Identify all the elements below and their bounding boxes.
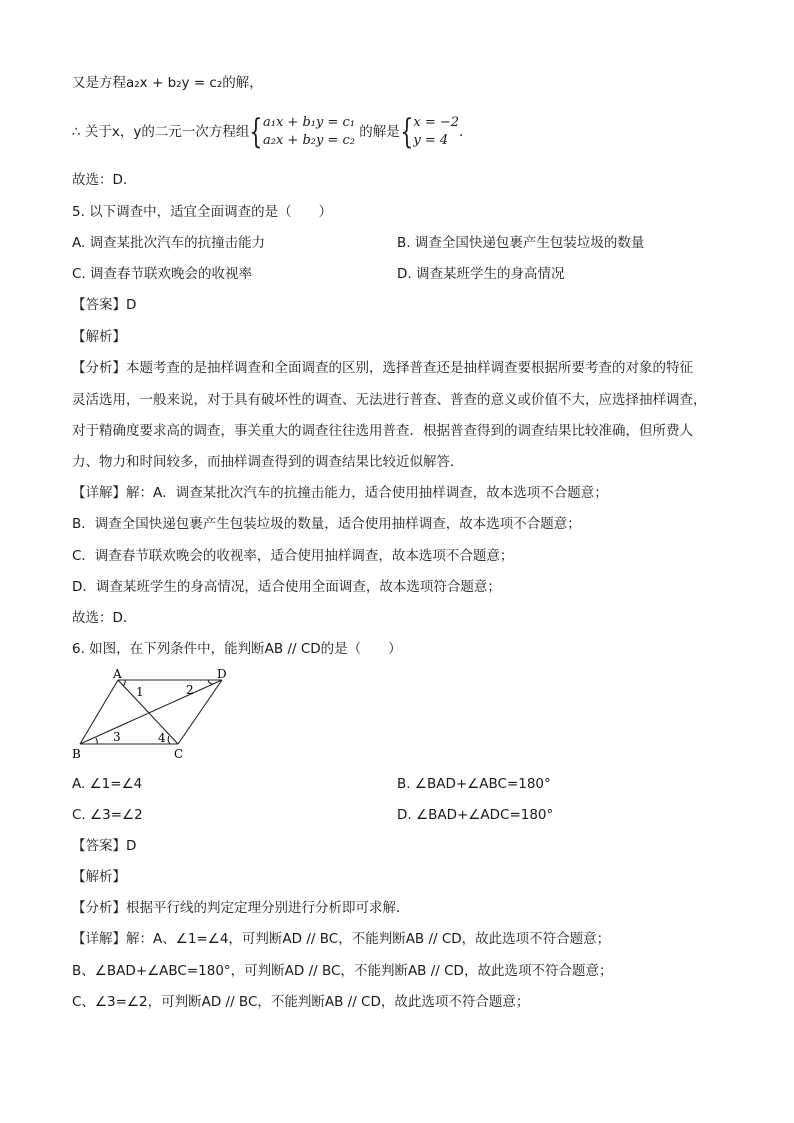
q6-option-b: B. ∠BAD+∠ABC=180° xyxy=(397,776,551,792)
solution-system xyxy=(413,114,459,150)
q5-answer: 【答案】D xyxy=(72,297,137,313)
question-6-stem: 6. 如图，在下列条件中，能判断AB // CD的是（ ） xyxy=(72,641,402,657)
q5-fenxi-3: 对于精确度要求高的调查，事关重大的调查往往选用普查．根据普查得到的调查结果比较准确，但所费人 xyxy=(72,423,693,439)
q6-fenxi: 【分析】根据平行线的判定定理分别进行分析即可求解． xyxy=(72,900,410,916)
q6-answer: 【答案】D xyxy=(72,838,137,854)
vertex-label-b: B xyxy=(72,747,81,761)
solution-y: y = 4 xyxy=(413,133,449,148)
system-mid-text: 的解是 xyxy=(359,124,400,140)
equation-line: 又是方程a₂x + b₂y = c₂的解， xyxy=(72,75,263,91)
q5-fenxi-1: 【分析】本题考查的是抽样调查和全面调查的区别，选择普查还是抽样调查要根据所要考查的对象的特征 xyxy=(72,360,693,376)
q6-option-d: D. ∠BAD+∠ADC=180° xyxy=(397,807,554,823)
q6-option-a: A. ∠1=∠4 xyxy=(72,776,143,792)
q5-fenxi-2: 灵活选用，一般来说，对于具有破坏性的调查、无法进行普查、普查的意义或价值不大，应选择抽样调查， xyxy=(72,392,707,408)
q6-detail-2: B、∠BAD+∠ABC=180°，可判断AD // BC，不能判断AB // CD，故此选项不符合题意； xyxy=(72,963,613,979)
q5-fenxi-4: 力、物力和时间较多，而抽样调查得到的调查结果比较近似解答． xyxy=(72,454,464,470)
q5-detail-2: B．调查全国快递包裹产生包装垃圾的数量，适合使用抽样调查，故本选项不合题意； xyxy=(72,516,581,532)
angle-label-2: 2 xyxy=(186,683,194,697)
q5-detail-4: D．调查某班学生的身高情况，适合使用全面调查，故本选项符合题意； xyxy=(72,579,501,595)
system-end-punct: ． xyxy=(459,124,473,140)
q6-analysis-title: 【解析】 xyxy=(72,869,126,885)
system-equation-2: a₂x + b₂y = c₂ xyxy=(263,133,355,148)
q6-detail-3: C、∠3=∠2，可判断AD // BC，不能判断AB // CD，故此选项不符合题意； xyxy=(72,994,530,1010)
parallelogram-figure xyxy=(66,666,236,762)
question-5-stem: 5. 以下调查中，适宜全面调查的是（ ） xyxy=(72,204,333,220)
q6-detail-1: 【详解】解：A、∠1=∠4，可判断AD // BC，不能判断AB // CD，故此选项不符合题意； xyxy=(72,931,611,947)
q6-option-c: C. ∠3=∠2 xyxy=(72,807,143,823)
q5-option-a: A. 调查某批次汽车的抗撞击能力 xyxy=(72,235,266,251)
system-equation-1: a₁x + b₁y = c₁ xyxy=(263,115,355,130)
left-brace-icon: { xyxy=(249,112,263,152)
left-brace-icon: { xyxy=(400,112,414,152)
system-solution-line xyxy=(72,110,473,154)
system-intro: ∴ 关于x，y的二元一次方程组 xyxy=(72,124,250,140)
vertex-label-a: A xyxy=(113,667,122,681)
solution-x: x = −2 xyxy=(413,115,460,130)
equation-system xyxy=(263,114,355,150)
q5-choose: 故选：D． xyxy=(72,610,137,626)
q5-analysis-title: 【解析】 xyxy=(72,329,126,345)
q5-option-c: C. 调查春节联欢晚会的收视率 xyxy=(72,266,253,282)
q5-option-b: B. 调查全国快递包裹产生包装垃圾的数量 xyxy=(397,235,645,251)
choose-line: 故选：D． xyxy=(72,172,137,188)
q5-detail-1: 【详解】解：A．调查某批次汽车的抗撞击能力，适合使用抽样调查，故本选项不合题意； xyxy=(72,485,608,501)
angle-label-3: 3 xyxy=(113,730,121,744)
q5-detail-3: C．调查春节联欢晚会的收视率，适合使用抽样调查，故本选项不合题意； xyxy=(72,548,514,564)
angle-label-4: 4 xyxy=(158,731,166,745)
vertex-label-d: D xyxy=(217,667,227,681)
q5-option-d: D. 调查某班学生的身高情况 xyxy=(397,266,565,282)
angle-label-1: 1 xyxy=(136,685,144,699)
vertex-label-c: C xyxy=(174,747,184,761)
